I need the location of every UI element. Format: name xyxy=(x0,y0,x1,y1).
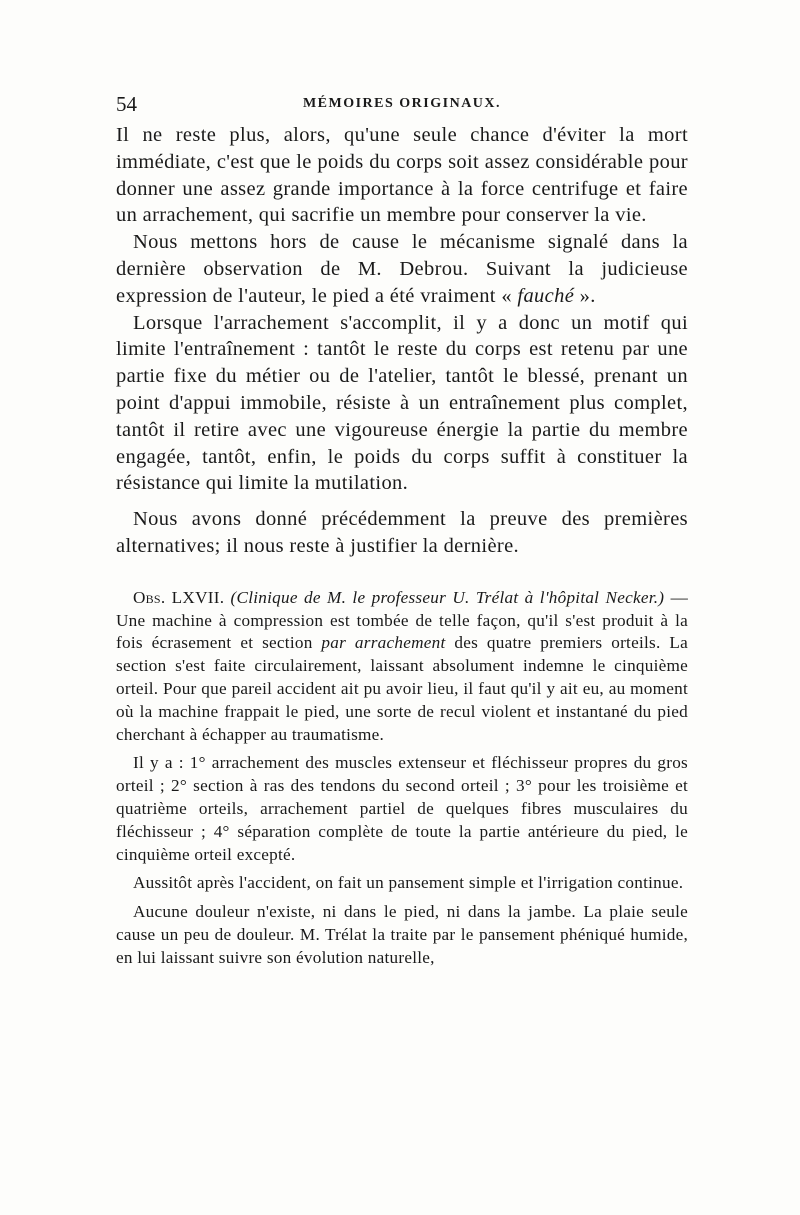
paragraph-1: Il ne reste plus, alors, qu'une seule chance d'éviter la mort immédiate, c'est que le poids du corps soit assez considérable pour donner une assez grande importance à la force centrifuge et faire un arrachement, qui sacrifie un membre pour conserver la vie. xyxy=(116,124,688,227)
observation-block xyxy=(116,587,688,970)
observation-paragraph-1 xyxy=(116,587,688,747)
observation-paragraph-4: Aucune douleur n'existe, ni dans le pied, ni dans la jambe. La plaie seule cause un peu de douleur. M. Trélat la traite par le pansement phéniqué humide, en lui laissant suivre son évolution naturelle, xyxy=(116,902,688,967)
paragraph-2-text: Nous mettons hors de cause le mécanisme signalé dans la dernière observation de M. Debrou. Suivant la judicieuse expression de l'auteur, le pied a été vraiment « xyxy=(116,231,688,307)
observation-text-italic: par arrachement xyxy=(321,633,446,653)
running-title: MÉMOIRES ORIGINAUX. xyxy=(302,96,502,111)
paragraph-4: Nous avons donné précédemment la preuve des premières alternatives; il nous reste à justifier la dernière. xyxy=(116,508,688,557)
observation-text-a: — Une machine à compression est tombée de telle façon, qu'il s'est produit à la fois écrasement et section xyxy=(116,587,689,653)
paragraph-3: Lorsque l'arrachement s'accomplit, il y a donc un motif qui limite l'entraînement : tantôt le reste du corps est retenu par une partie fixe du métier ou de l'atelier, tantôt le blessé, prenant un point d'appui immobile, résiste à un entraînement plus complet, tantôt il retire avec une vigoureuse énergie la partie du membre engagée, tantôt, enfin, le poids du corps suffit à constituer la résistance qui limite la mutilation. xyxy=(116,311,688,495)
paragraph-2-end: ». xyxy=(574,284,596,307)
observation-paragraph-2: Il y a : 1° arrachement des muscles extenseur et fléchisseur propres du gros orteil ; 2° section à ras des tendons du second orteil ; 3° pour les troisième et quatrième orteils, arrachement partiel de quelques fibres musculaires du fléchisseur ; 4° séparation complète de toute la partie antérieure du pied, le cinquième orteil excepté. xyxy=(116,753,688,864)
paragraph-2 xyxy=(116,229,688,309)
page-header xyxy=(116,92,688,122)
observation-paragraph-3: Aussitôt après l'accident, on fait un pansement simple et l'irrigation continue. xyxy=(133,873,684,893)
main-text xyxy=(116,122,688,560)
observation-label: Obs. LXVII. xyxy=(133,587,225,607)
observation-source: (Clinique de M. le professeur U. Trélat à l'hôpital Necker.) xyxy=(230,587,665,607)
paragraph-2-italic: fauché xyxy=(517,284,575,307)
page-number: 54 xyxy=(116,92,137,116)
page xyxy=(116,92,688,970)
observation-text-b: des quatre premiers orteils. La section s'est faite circulairement, laissant absolument indemne le cinquième orteil. Pour que pareil accident ait pu avoir lieu, il faut qu'il y ait eu, au moment où la machine frappait le pied, une sorte de recul violent et instantané du pied cherchant à échapper au traumatisme. xyxy=(116,633,688,744)
